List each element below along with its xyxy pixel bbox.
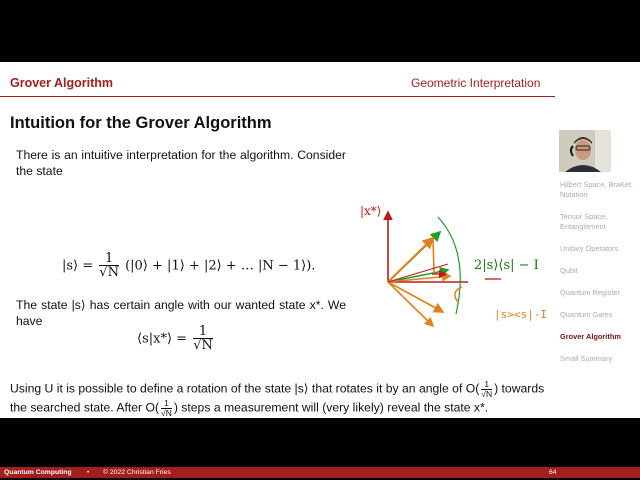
nav-item-hilbert-space[interactable]: Hilbert Space, BraKet Notation [560,180,632,199]
target-state-label: |x*⟩ [360,204,382,218]
green-underline [483,276,503,282]
nav-item-unitary-operators[interactable]: Unitary Operators [560,244,619,253]
nav-item-qubit[interactable]: Qubit [560,266,578,275]
orange-reflected-vector [388,282,443,312]
section-title: Grover Algorithm [10,76,114,90]
nav-item-quantum-gates[interactable]: Quantum Gates [560,310,613,319]
section-navigation [560,180,640,376]
para3-frac2-den: √N [161,408,172,418]
nav-item-small-summary[interactable]: Small Summary [560,354,613,363]
footer-bar [0,467,640,478]
subsection-title: Geometric Interpretation [411,76,541,90]
webcam-thumbnail [559,130,611,172]
grover-rotation-diagram [358,202,488,334]
para3-fraction-1 [481,380,492,399]
frame-title: Intuition for the Grover Algorithm [10,114,272,132]
nav-item-tensor-space[interactable]: Tensor Space, Entanglement [560,212,608,231]
eq1-rhs: (|0⟩ + |1⟩ + |2⟩ + … |N − 1⟩). [125,258,316,274]
eq1-frac-den: √N [99,265,119,280]
green-s-vector [388,270,448,282]
eq2-frac-num: 1 [193,325,213,339]
inner-product-equation [137,325,215,353]
header-divider [0,96,555,97]
para3-frac1-num: 1 [481,380,492,390]
orange-reflected-vector-2 [388,282,433,326]
intro-paragraph: There is an intuitive interpretation for the algorithm. Consider the state [16,148,346,178]
handwritten-operator-label: |s><s|-I [494,308,547,321]
para3-frac1-den: √N [481,389,493,399]
slide [0,62,640,476]
eq1-frac-num: 1 [99,252,119,266]
eq2-fraction [193,325,213,353]
footer-bullet: • [87,469,90,476]
eq1-fraction [99,252,119,280]
reflection-operator-label: 2|s⟩⟨s| − I [474,258,539,273]
nav-item-grover-algorithm[interactable]: Grover Algorithm [560,332,621,341]
para3-part-c: ) steps a measurement will (very likely) reveal the state x*. [173,400,489,415]
rotation-paragraph [10,380,555,418]
para3-part-a: Using U it is possible to define a rotation of the state |s⟩ that rotates it by an angle of O( [10,381,480,396]
eq2-lhs: ⟨s|x*⟩ = [137,331,188,347]
angle-paragraph: The state |s⟩ has certain angle with our wanted state x*. We have [16,298,346,328]
footer-copyright: © 2022 Christian Fries [103,469,171,476]
nav-item-quantum-register[interactable]: Quantum Register [560,288,620,297]
eq2-frac-den: √N [193,338,213,353]
para3-part-b: ) towards the searched state. After O( [10,381,545,415]
para3-frac2-num: 1 [161,399,172,409]
state-equation [62,252,315,280]
footer-course: Quantum Computing [4,469,72,476]
eq1-lhs: |s⟩ = [62,258,94,274]
para3-fraction-2 [161,399,172,418]
page-number: 64 [549,469,557,476]
